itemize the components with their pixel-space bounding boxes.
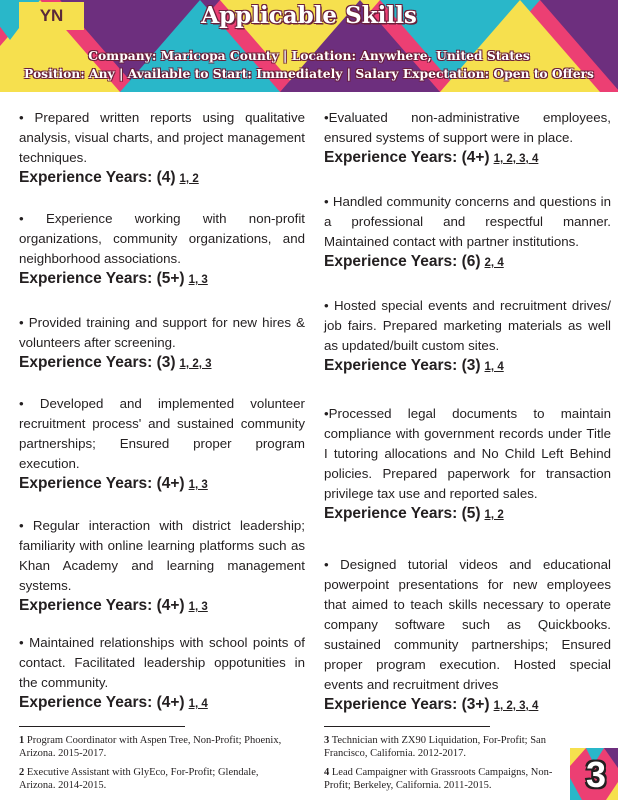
footnote-refs: 1, 3 <box>188 479 208 491</box>
skill-entry <box>19 108 305 187</box>
experience-label: Experience Years: (4) <box>19 169 176 186</box>
skill-entry <box>19 516 305 615</box>
experience-label: Experience Years: (4+) <box>324 149 490 166</box>
footnote-refs: 2, 4 <box>484 257 504 269</box>
experience-years <box>324 505 611 523</box>
footnote-refs: 1, 4 <box>484 361 504 373</box>
page-number: 3 <box>585 754 607 795</box>
skill-entry <box>324 192 611 271</box>
skill-description: •Evaluated non-administrative employees, ensured systems of support were in place. <box>324 110 611 145</box>
footnote <box>324 734 564 760</box>
experience-years <box>19 597 305 615</box>
experience-label: Experience Years: (4+) <box>19 597 185 614</box>
experience-label: Experience Years: (5) <box>324 505 481 522</box>
experience-label: Experience Years: (3) <box>324 357 481 374</box>
skill-description: • Hosted special events and recruitment drives/ job fairs. Prepared marketing materials as well as updated/built custom sites. <box>324 298 611 353</box>
footnote <box>19 766 284 792</box>
skill-description: • Prepared written reports using qualitative analysis, visual charts, and project management techniques. <box>19 110 305 165</box>
footnote-refs: 1, 4 <box>188 698 208 710</box>
footnote-refs: 1, 3 <box>188 274 208 286</box>
job-meta-line-2: Position: Any | Available to Start: Immediately | Salary Expectation: Open to Offers <box>24 66 594 81</box>
experience-years <box>324 357 611 375</box>
skill-entry <box>324 108 611 167</box>
skill-entry <box>19 633 305 712</box>
footnote-divider <box>19 726 185 727</box>
footnote-number: 3 <box>324 735 330 746</box>
footnote-text: Executive Assistant with GlyEco, For-Profit; Glendale, Arizona. 2014-2015. <box>19 767 259 791</box>
footnote-refs: 1, 2, 3 <box>179 358 212 370</box>
footnote-number: 4 <box>324 767 330 778</box>
footnote-number: 1 <box>19 735 25 746</box>
footnote-text: Program Coordinator with Aspen Tree, Non-Profit; Phoenix, Arizona. 2015-2017. <box>19 735 282 759</box>
job-meta-line-1: Company: Maricopa County | Location: Anywhere, United States <box>88 48 530 63</box>
footnote-refs: 1, 3 <box>188 601 208 613</box>
footnote <box>19 734 284 760</box>
skill-entry <box>324 555 611 714</box>
experience-label: Experience Years: (4+) <box>19 694 185 711</box>
logo: YN <box>19 2 84 30</box>
skill-description: •Processed legal documents to maintain compliance with government records under Title I tutoring allocations and No Child Left Behind policies. Prepared paperwork for transaction privilege tax use and reported sales. <box>324 406 611 501</box>
experience-years <box>19 270 305 288</box>
experience-label: Experience Years: (3+) <box>324 696 490 713</box>
skill-description: • Maintained relationships with school points of contact. Facilitated leadership oppotunities in the community. <box>19 635 305 690</box>
experience-years <box>324 253 611 271</box>
footnote-refs: 1, 2 <box>484 509 504 521</box>
skill-entry <box>19 313 305 372</box>
skill-entry <box>19 394 305 493</box>
experience-years <box>19 475 305 493</box>
experience-years <box>324 149 611 167</box>
experience-years <box>324 696 611 714</box>
footnote <box>324 766 564 792</box>
skill-description: • Designed tutorial videos and educational powerpoint presentations for new employees that aimed to teach skills necessary to operate company software such as Quickbooks. sustained community partnerships; Ensured proper program execution. Hosted special events and recruitment drives <box>324 557 611 692</box>
skill-description: • Handled community concerns and questions in a professional and respectful manner. Maintained contact with partner institutions. <box>324 194 611 249</box>
footnote-refs: 1, 2 <box>179 173 199 185</box>
footnote-number: 2 <box>19 767 25 778</box>
skill-entry <box>324 296 611 375</box>
skill-description: • Developed and implemented volunteer recruitment process' and sustained community partnerships; Ensured proper program execution. <box>19 396 305 471</box>
footnote-text: Technician with ZX90 Liquidation, For-Profit; San Francisco, California. 2012-2017. <box>324 735 546 759</box>
experience-years <box>19 694 305 712</box>
skill-description: • Provided training and support for new hires & volunteers after screening. <box>19 315 305 350</box>
footnote-refs: 1, 2, 3, 4 <box>493 153 539 165</box>
header-banner <box>0 0 618 92</box>
footnote-text: Lead Campaigner with Grassroots Campaigns, Non-Profit; Berkeley, California. 2011-2015. <box>324 767 553 791</box>
footnote-refs: 1, 2, 3, 4 <box>493 700 539 712</box>
experience-label: Experience Years: (3) <box>19 354 176 371</box>
experience-label: Experience Years: (5+) <box>19 270 185 287</box>
skill-description: • Experience working with non-profit organizations, community organizations, and neighborhood associations. <box>19 211 305 266</box>
skill-entry <box>19 209 305 288</box>
experience-label: Experience Years: (6) <box>324 253 481 270</box>
experience-years <box>19 169 305 187</box>
skill-entry <box>324 404 611 523</box>
skill-description: • Regular interaction with district leadership; familiarity with online learning platforms such as Khan Academy and learning management systems. <box>19 518 305 593</box>
page-title: Applicable Skills <box>201 2 417 29</box>
experience-years <box>19 354 305 372</box>
experience-label: Experience Years: (4+) <box>19 475 185 492</box>
footnote-divider <box>324 726 490 727</box>
